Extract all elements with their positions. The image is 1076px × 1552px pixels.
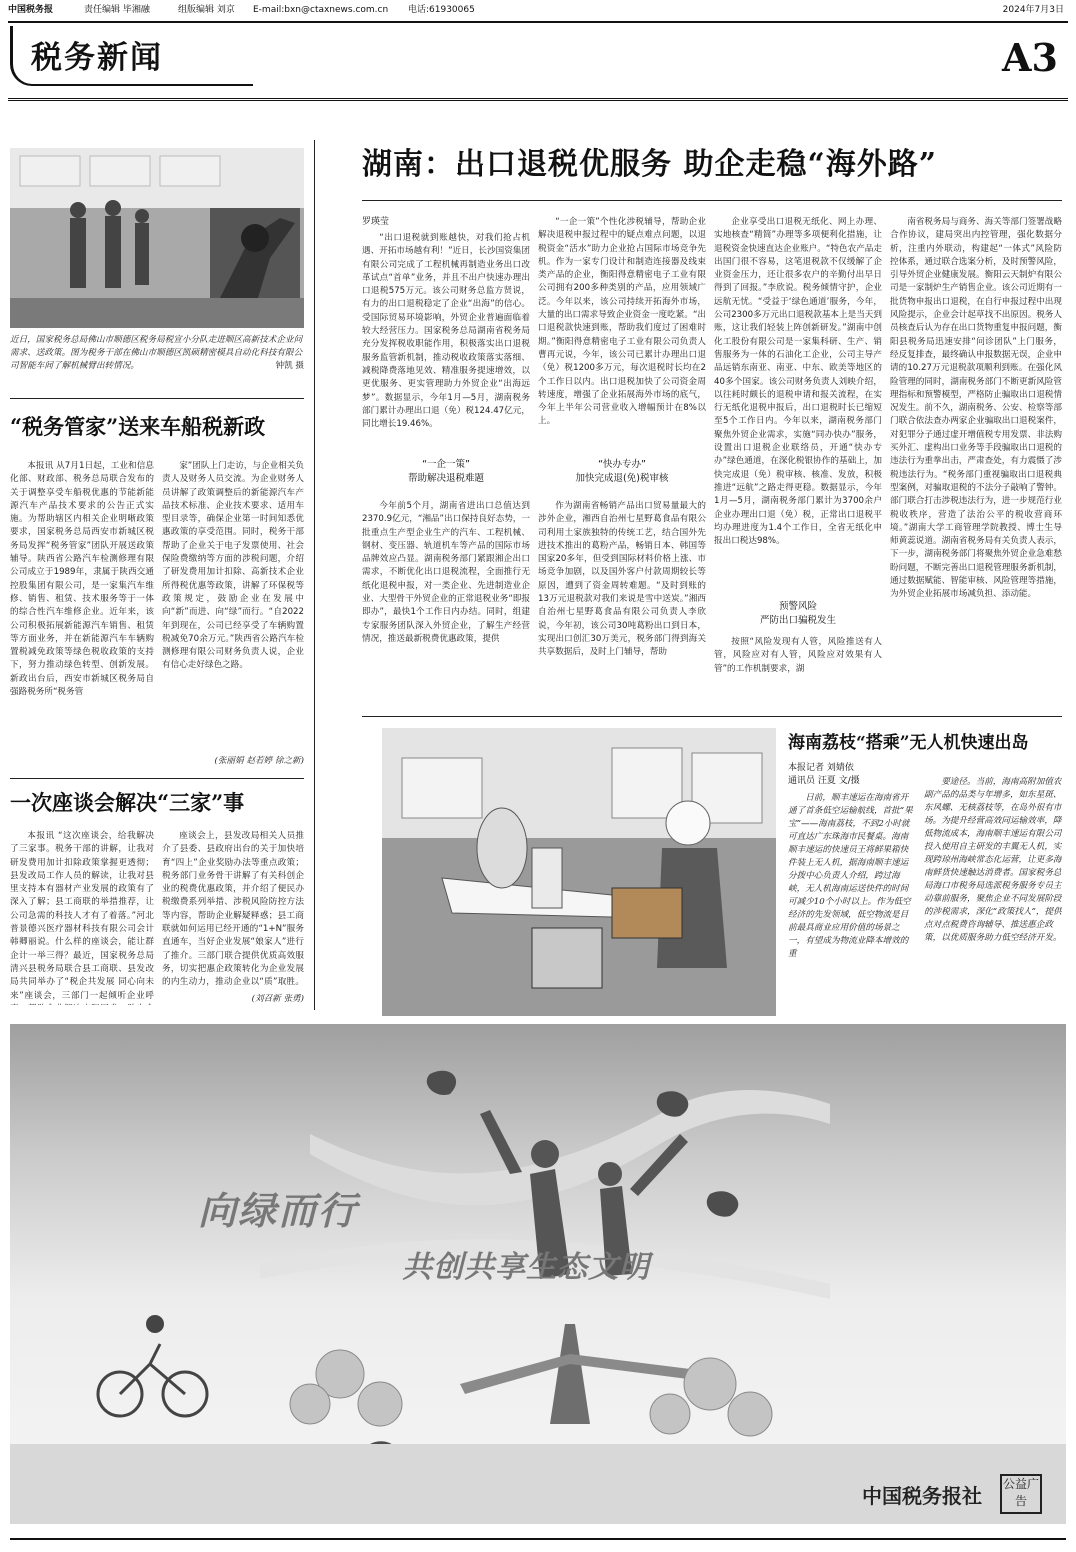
main-col3b-text: 按照“风险发现有人管，风险推送有人管，风险应对有人管，风险应对效果有人管”的工作机制要求，湖 bbox=[714, 637, 882, 674]
main-col3-subhead: 预警风险 严防出口骗税发生 bbox=[759, 601, 836, 626]
photo-caption-text: 近日，国家税务总局佛山市顺德区税务局税宣小分队走进顺区高新技术企业问需求、送政策。图为税务干部在佛山市顺德区凯硕精密模具自动化科技有限公司智能车间了解机械臂出转情况。 bbox=[10, 335, 303, 371]
masthead-rule bbox=[8, 21, 1068, 23]
lychee-col1: 日前，顺丰速运在海南省开通了首条低空运输航线，首批“果宝”——海南荔枝，不到2小时就可直达广东珠海市民餐桌。海南顺丰速运的快速员王将鲜果箱快件装上无人机，据海南顺丰速运分拨中心负责人介绍，跨过海峡，无人机海南运送快件的时间可减少10个小时以上。作为低空经济的先发领域，低空物流是目前最具商业应用价值的场景之一，有望成为物流业降本增效的重 bbox=[788, 793, 913, 959]
main-col1b bbox=[362, 500, 530, 708]
robot-arm-photo bbox=[10, 148, 304, 328]
article2-title: 一次座谈会解决“三家”事 bbox=[10, 790, 245, 815]
main-col2b-text: 作为湖南省畅销产品出口贸易量最大的涉外企业，湘西自治州七星野葛食品有限公司利用土家族独特的传统工艺，结合国外先进技术推出的葛粉产品，畅销日本、韩国等国家20多年，但受到国际材料价格上涨、市场竞争加剧，以及国外客户付款周期较长等原因，遭到了资金周转难题。“及时到账的13万元退税款对我们来说是雪中送炭。”湘西自治州七星野葛食品有限公司负责人李欣说，今年初，该公司30吨葛粉出口到日本，实现出口创汇30万美元，税务部门得到海关共享数据后，及时上门辅导，帮助 bbox=[538, 501, 706, 658]
main-col2 bbox=[538, 216, 706, 452]
editor-credit: 责任编辑 毕湘融 bbox=[84, 5, 150, 15]
main-col1b-text: 今年前5个月，湖南省进出口总值达到2370.9亿元，“湘品”出口保持良好态势，一批重点生产型企业生产的汽车、工程机械、钢材、变压器、轨道机车等产品的国际市场品牌效应凸显。湖南税务部门紧跟湘企出口需求，不断优化出口退税流程，全面推行无纸化退税申报，对一类企业、先进制造业企业、大型骨干外贸企业的正常退税业务“即报即办”，最快1个工作日内办结。同时，组建专家服务团队深入外贸企业，了解生产经营情况，推送最新税费优惠政策，提供 bbox=[362, 501, 530, 644]
main-col1-subhead: “一企一策” 帮助解决退税难题 bbox=[407, 459, 484, 484]
main-col2-subhead: “快办专办” 加快完成退(免)税审核 bbox=[575, 459, 669, 484]
article1-title: “税务管家”送来车船税新政 bbox=[10, 414, 266, 439]
article1-col1-text: 本报讯 从7月1日起，工业和信息化部、财政部、税务总局联合发布的关于调整享受车船税优惠的节能新能源汽车产品技术要求的公告正式实施。为帮助辖区内相关企业明晰政策要求，国家税务总局西安市新城区税务局发挥“税务管家”团队开展送政策辅导。陕西省公路汽车检测修理有限公司成立于1989年，隶属于陕西交通控股集团有限公司，是一家集汽车维修、销售、租赁、技术服务等于一体的综合性汽车维修企业。近年来，该公司积极拓展新能源汽车销售、租赁等方面业务，并在新能源汽车车辆购置税减免政策等绿色税收政策的支持下，努力推动绿色转型、创新发展。新政出台后，西安市新城区税务局自强路税务所“税务管 bbox=[10, 461, 154, 698]
main-col4-text: 南省税务局与商务、海关等部门签署战略合作协议，建局突出内控管理，强化数据分析，注重内外联动，构建起“一体式”风险防控体系，通过联合选案分析，及时预警风险，引导外贸企业健康发展。衡阳云天制炉有限公司是一家制炉生产销售企业。该公司近期有一批货物申报出口退税，在自行申报过程中出现风险提示，企业会计起草找不出原因。税务人员核查后认为存在出口货物重复申报问题，衡阳县税务局迅速安排“问诊团队”上门服务，经反复排查，最终确认申报数据无误，企业申请的10.27万元退税款项顺利到账。在强化风险管理的同时，湖南税务部门不断更新风险管理指标和预警模型，严格防止骗取出口退税情况发生。前不久，湖南税务、公安、检察等部门联合依法查办两家企业骗取出口退税案件，对犯罪分子通过虚开增值税专用发票、非法购买外汇、虚构出口业务等手段骗取出口退税的违法行为重拳出击，严肃查处，有力震慑了涉税违法行为。“税务部门重视骗取出口退税典型案例，对骗取退税的不法分子敲响了警钟。部门联合打击涉税违法行为，进一步规范行业税收秩序，营造了法治公平的税收营商环境。”湖南大学工商管理学院教授、博士生导师黄蕊说道。湖南省税务局有关负责人表示，下一步，湖南税务部门将聚焦外贸企业急难愁盼问题，不断完善出口退税管理服务新机制，通过数据赋能、智能审核、风险管理等措施，为外贸企业拓展市场减负担、添动能。 bbox=[890, 217, 1062, 600]
masthead-bar bbox=[8, 4, 1068, 18]
robot-arm-scene bbox=[10, 148, 304, 328]
left-divider-1 bbox=[10, 398, 304, 399]
main-col3 bbox=[714, 216, 882, 596]
article1-col2-text: 家”团队上门走访，与企业相关负责人及财务人员交流。为企业财务人员讲解了政策调整后的新能源汽车产品技术标准、企业技术要求、适用车型目录等，确保企业第一时间知悉优惠政策的享受范围。同时，税务干部帮助了企业关于电子发票使用、社会保险费缴纳等方面的涉税问题，介绍了研发费用加计扣除、高新技术企业所得税优惠等政策，讲解了环保税等政策规定，鼓励企业在发展中向“新”而进、向“绿”而行。“自2022年到现在，公司已经享受了车辆购置税减免70余万元。”陕西省公路汽车检测修理有限公司财务负责人说，企业有信心走好绿色之路。 bbox=[162, 461, 304, 671]
email-text: E-mail:bxn@ctaxnews.com.cn bbox=[253, 5, 389, 15]
main-col2b bbox=[538, 500, 706, 708]
ad-slogan-1: 向绿而行 bbox=[198, 1188, 359, 1233]
header-rule bbox=[8, 98, 1068, 101]
main-col1-text: “出口退税就到账越快，对我们抢占机遇、开拓市场越有利！”近日，长沙国资集团有限公司完成了工程机械再制造业务出口改革试点“首单”业务，并且不出户快速办理出口退税575万元。该公司财务总监方贤说，有力的出口退税稳定了企业“出海”的信心。受国际贸易环境影响，外贸企业普遍面临着较大经营压力。国家税务总局湖南省税务局充分发挥税收职能作用，积极落实出口退税服务监管新机制，推动税收政策落实落细、减税降费落地见效、精准服务提速增效，以更优服务、更实管理助力外贸企业“出海远梦”。数据显示，今年1月—5月，湖南税务部门累计办理出口退（免）税124.47亿元，同比增长19.46%。 bbox=[362, 233, 530, 430]
article1-byline: (张丽娟 赵若婷 徐之新) bbox=[214, 756, 304, 766]
main-col1 bbox=[362, 232, 530, 452]
article1-col2 bbox=[162, 460, 304, 750]
drone-photo bbox=[382, 728, 776, 1016]
article2-col2 bbox=[162, 830, 304, 990]
main-col4 bbox=[890, 216, 1062, 708]
ad-publisher: 中国税务报社 bbox=[862, 1484, 982, 1508]
main-title-rule bbox=[362, 200, 1062, 201]
main-col3b bbox=[714, 636, 882, 708]
lychee-byline-2: 通讯员 汪夏 文/摄 bbox=[788, 776, 860, 786]
ad-badge: 公益广告 bbox=[1000, 1474, 1042, 1514]
main-col2-text: “一企一策”个性化涉税辅导，帮助企业解决退税申报过程中的疑点难点问题，以退税资金“活水”助力企业抢占国际市场竞争先机。作为一家专门设计和制造连接器及线束类产品的企业，衡阳得意精密电子工业有限公司拥有200多种类别的产品，应用领域广泛。今年以来，该公司持续开拓海外市场，大量的出口需求导致企业资金一度吃紧。“出口退税款快速到账，帮助我们度过了困难时期。”衡阳得意精密电子工业有限公司负责人曹再元说，今年，该公司已累计办理出口退（免）税1200多万元，每次退税时长均在2个工作日以内。出口退税加快了公司资金周转速度，增强了企业拓展海外市场的底气，今年上半年公司营业收入增幅预计在8%以上。 bbox=[538, 217, 706, 427]
section-header-frame bbox=[10, 26, 253, 86]
column-separator bbox=[314, 140, 315, 1010]
main-author: 罗瑛莹 bbox=[362, 217, 390, 227]
lychee-title: 海南荔枝“搭乘”无人机快速出岛 bbox=[788, 733, 1029, 753]
main-col3-text: 企业享受出口退税无纸化、网上办理、实地核查“精简”办理等多项便利化措施，让退税资金快速直达企业账户。“特色农产品走出国门很不容易，这笔退税款不仅缓解了企业资金压力，还让很多农户的辛勤付出早日得到了回报。”李欣说。税务倾情守护，企业远航无忧。“受益于‘绿色通道’服务，今年，公司2300多万元出口退税款基本上是当天到账，这让我们轻装上阵创新研发。”湖南中创化工股份有限公司是一家集科研、生产、销售服务为一体的石油化工企业，公司主导产品远销东南亚、南亚、中东、欧美等地区的40多个国家。该公司财务负责人刘映介绍，以往耗时颇长的退税申请和报关流程，在实行无纸化退税申报后，出口退税时长已缩短至5个工作日内。今年以来，湖南税务部门聚焦外贸企业需求，实施“同办快办”服务，设置出口退税企业联络员，开通“快办专办”绿色通道，在深化税银协作的基础上，加快完成退（免）税审核、核准、发放，积极推进“远航”之路走得更稳。数据显示，今年1月—5月，湖南税务部门累计为3700余户企业办理出口退（免）税，正常出口退税平均办理进度为1.4个工作日，全省无纸化申报出口税达98%。 bbox=[714, 217, 882, 547]
article2-col2-text: 座谈会上，县发改局相关人员推介了县委、县政府出台的关于加快培育“四上”企业奖励办法等重点政策；税务部门业务骨干讲解了有关科创企业的税费优惠政策，并介绍了便民办税缴费系列举措、涉税风险防控方法等内容，帮助企业解疑释惑；县工商联就如何运用已经开通的“1+N”服务直通车，当好企业发展“娘家人”进行了推介。三部门联合提供优质高效服务，切实把惠企政策转化为企业发展的内生动力，推动企业以“质”取胜。 bbox=[162, 831, 304, 988]
phone-text: 电话:61930065 bbox=[408, 5, 475, 15]
drone-scene bbox=[382, 728, 776, 1016]
main-title: 湖南：出口退税优服务 助企走稳“海外路” bbox=[362, 147, 937, 182]
paper-name: 中国税务报 bbox=[8, 5, 54, 15]
section-title: 税务新闻 bbox=[31, 40, 163, 76]
ad-slogan-2: 共创共享生态文明 bbox=[402, 1250, 650, 1285]
main-bottom-rule bbox=[362, 716, 1062, 717]
article1-col1 bbox=[10, 460, 154, 772]
photo-caption bbox=[10, 334, 304, 378]
article2-col1 bbox=[10, 830, 154, 1005]
article2-col1-text: 本报讯 “这次座谈会，给我解决了三家事。税务干部的讲解，让我对研发费用加计扣除政策掌握更透彻；县发改局工作人员的解读，让我对县里支持本有器材产业发展的政策有了深入了解；县工商联的举措推荐，让公司急需的科技人才有了着落。”河北普景德兴医疗器材科技有限公司会计韩卿丽说。什么样的座谈会，能让群企计一举三得？最近，国家税务总局清兴县税务局联合县工商联、县发改局共同举办了“税企共发展 同心向未来”座谈会，三部门一起倾听企业呼 bbox=[10, 831, 154, 1001]
footer-rule bbox=[10, 1538, 1066, 1540]
page-number: A3 bbox=[1002, 35, 1058, 80]
lychee-byline-1: 本报记者 刘婧依 bbox=[788, 763, 854, 773]
green-ad-banner bbox=[10, 1024, 1066, 1524]
issue-date: 2024年7月3日 bbox=[1002, 5, 1064, 15]
photo-author: 钟凯 摄 bbox=[275, 361, 304, 371]
lychee-col2: 要途径。当前，海南高附加值农副产品的品类与年增多，如东星斑、东风螺、无核荔枝等，在岛外很有市场。为提升经营高效同运输效率，降低物流成本，海南顺丰速运有限公司投入使用自主研发的丰翼无人机，实现跨琼州海峡常态化运营，让更多海南鲜货快速触达消费者。国家税务总局海口市税务局选派税务服务专员主动靠前服务，聚焦企业不同发展阶段的涉税需求，深化“政策找人”，提供点对点税费咨询辅导、推送惠企政策，以优质服务助力低空经济开发。 bbox=[924, 777, 1062, 943]
layout-credit: 组版编辑 刘京 bbox=[178, 5, 235, 15]
left-divider-2 bbox=[10, 778, 304, 779]
article2-byline: (刘召新 张勇) bbox=[251, 994, 304, 1004]
